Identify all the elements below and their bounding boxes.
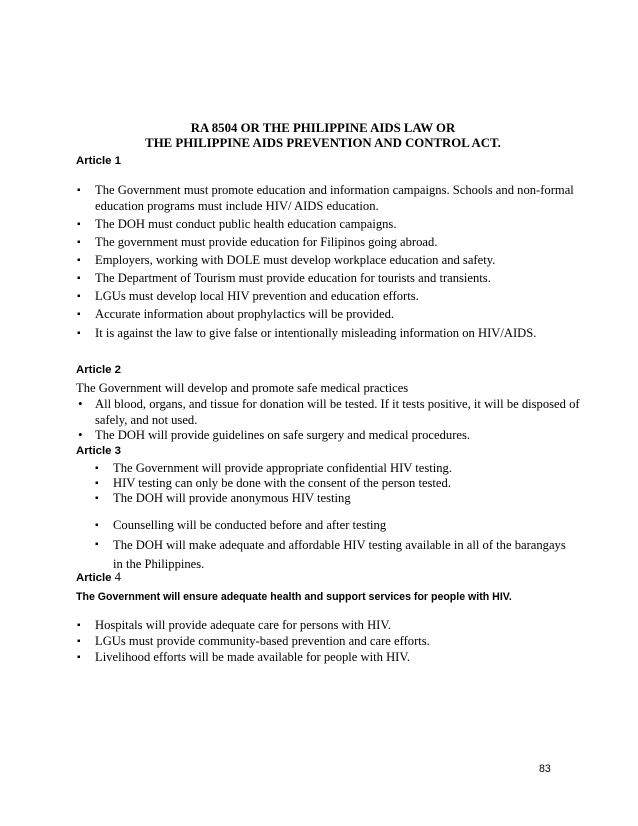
list-item: The DOH will provide anonymous HIV testing [113, 491, 351, 505]
article-3-heading: Article 3 [76, 445, 121, 457]
article-4-heading-word: Article [76, 572, 112, 584]
list-bullet: ▪ [77, 255, 81, 266]
title-line-1: RA 8504 OR THE PHILIPPINE AIDS LAW OR [190, 121, 456, 135]
article-2-intro: The Government will develop and promote safe medical practices [76, 381, 409, 395]
list-bullet: • [78, 427, 83, 442]
list-item: All blood, organs, and tissue for donation will be tested. If it tests positive, it will be disposed of safely, and not used. [95, 397, 580, 427]
list-item: LGUs must develop local HIV prevention and education efforts. [95, 289, 419, 303]
list-item: Counselling will be conducted before and after testing [113, 518, 387, 532]
list-bullet: ▪ [77, 620, 81, 631]
list-bullet: ▪ [77, 291, 81, 302]
list-item: LGUs must provide community-based prevention and care efforts. [95, 634, 430, 648]
list-item: Livelihood efforts will be made available for people with HIV. [95, 650, 410, 664]
list-bullet: ▪ [77, 237, 81, 248]
title-line-2: THE PHILIPPINE AIDS PREVENTION AND CONTROL ACT. [145, 136, 501, 150]
article-4-heading [76, 570, 121, 585]
article-4-intro: The Government will ensure adequate health and support services for people with HIV. [76, 591, 512, 603]
article-2-heading: Article 2 [76, 364, 121, 376]
article-1-heading: Article 1 [76, 155, 121, 167]
list-bullet: ▪ [95, 478, 99, 489]
list-bullet: ▪ [77, 185, 81, 196]
list-item: The DOH will make adequate and affordable HIV testing available in all of the barangays in the Philippines. [113, 538, 566, 571]
list-item: Hospitals will provide adequate care for persons with HIV. [95, 618, 391, 632]
list-bullet: ▪ [95, 539, 99, 550]
list-item: The Government must promote education and information campaigns. Schools and non-formal education programs must include HIV/ AIDS education. [95, 183, 574, 213]
list-bullet: ▪ [77, 652, 81, 663]
list-bullet: • [78, 396, 83, 411]
list-bullet: ▪ [95, 493, 99, 504]
page-number: 83 [539, 763, 551, 775]
list-item: The DOH must conduct public health education campaigns. [95, 217, 397, 231]
list-item: It is against the law to give false or intentionally misleading information on HIV/AIDS. [95, 326, 537, 340]
list-item: The Department of Tourism must provide education for tourists and transients. [95, 271, 491, 285]
list-bullet: ▪ [77, 309, 81, 320]
list-bullet: ▪ [95, 520, 99, 531]
list-item: Accurate information about prophylactics will be provided. [95, 307, 395, 321]
list-bullet: ▪ [77, 328, 81, 339]
list-item: The government must provide education for Filipinos going abroad. [95, 235, 438, 249]
list-item: HIV testing can only be done with the consent of the person tested. [113, 476, 451, 490]
list-item: The DOH will provide guidelines on safe surgery and medical procedures. [95, 428, 471, 442]
list-item: Employers, working with DOLE must develop workplace education and safety. [95, 253, 496, 267]
article-4-heading-number: 4 [114, 570, 121, 584]
list-item: The Government will provide appropriate confidential HIV testing. [113, 461, 453, 475]
list-bullet: ▪ [77, 636, 81, 647]
list-bullet: ▪ [77, 273, 81, 284]
list-bullet: ▪ [95, 463, 99, 474]
list-bullet: ▪ [77, 219, 81, 230]
